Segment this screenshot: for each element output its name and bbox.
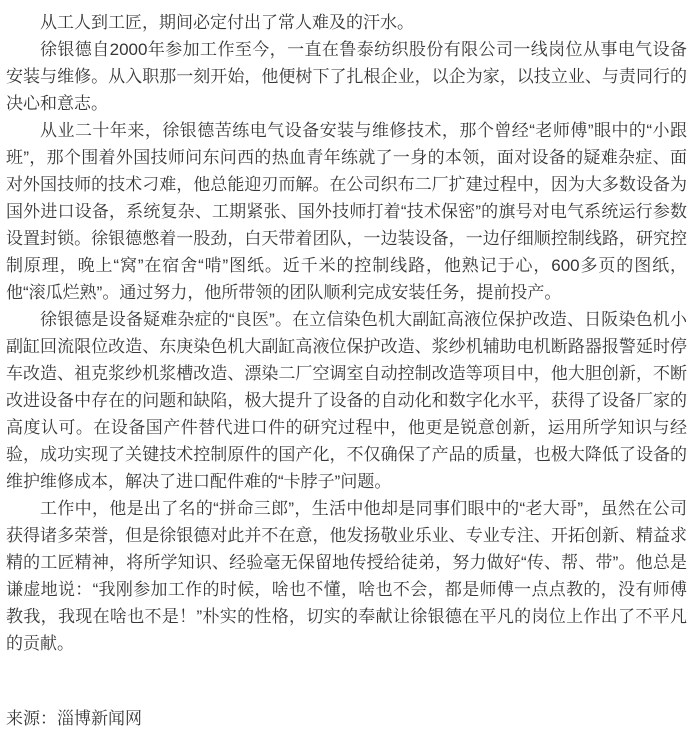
paragraph-work-life: 工作中，他是出了名的“拼命三郎”，生活中他却是同事们眼中的“老大哥”，虽然在公司获得诸多荣誉，但是徐银德对此并不在意，他发扬敬业乐业、专业专注、开拓创新、精益求精的工匠精神，将所学知识、经验毫无保留地传授给徒弟，努力做好“传、帮、带”。他总是谦虚地说：“我刚参加工作的时候，啥也不懂，啥也不会，都是师傅一点点教的，没有师傅教我，我现在啥也不是！”朴实的性格，切实的奉献让徐银德在平凡的岗位上作出了不平凡的贡献。: [6, 499, 687, 653]
paragraph-career-start: 徐银德自2000年参加工作至今，一直在鲁泰纺织股份有限公司一线岗位从事电气设备安装与维修。从入职那一刻开始，他便树下了扎根企业，以企为家，以技立业、与责同行的决心和意志。: [6, 40, 687, 113]
paragraph-intro: 从工人到工匠，期间必定付出了常人难及的汗水。: [40, 13, 414, 32]
paragraph-good-doctor: 徐银德是设备疑难杂症的“良医”。在立信染色机大副缸高液位保护改造、日阪染色机小副缸回流限位改造、东庚染色机大副缸高液位保护改造、浆纱机辅助电机断路器报警延时停车改造、祖克浆纱机浆槽改造、漂染二厂空调室自动控制改造等项目中，他大胆创新，不断改进设备中存在的问题和缺陷，极大提升了设备的自动化和数字化水平，获得了设备厂家的高度认可。在设备国产件替代进口件的研究过程中，他更是锐意创新，运用所学知识与经验，成功实现了关键技术控制原件的国产化，不仅确保了产品的质量，也极大降低了设备的维护维修成本，解决了进口配件难的“卡脖子”问题。: [6, 310, 687, 491]
paragraph-twenty-years: 从业二十年来，徐银德苦练电气设备安装与维修技术，那个曾经“老师傅”眼中的“小跟班”，那个围着外国技师问东问西的热血青年练就了一身的本领，面对设备的疑难杂症、面对外国技师的技术刁难，他总能迎刃而解。在公司织布二厂扩建过程中，因为大多数设备为国外进口设备，系统复杂、工期紧张、国外技师打着“技术保密”的旗号对电气系统运行参数设置封锁。徐银德憋着一股劲，白天带着团队，一边装设备，一边仔细顺控制线路，研究控制原理，晚上“窝”在宿舍“啃”图纸。近千米的控制线路，他熟记于心，600多页的图纸，他“滚瓜烂熟”。通过努力，他所带领的团队顺利完成安装任务，提前投产。: [6, 121, 687, 302]
source-line: 来源：淄博新闻网: [6, 709, 142, 728]
